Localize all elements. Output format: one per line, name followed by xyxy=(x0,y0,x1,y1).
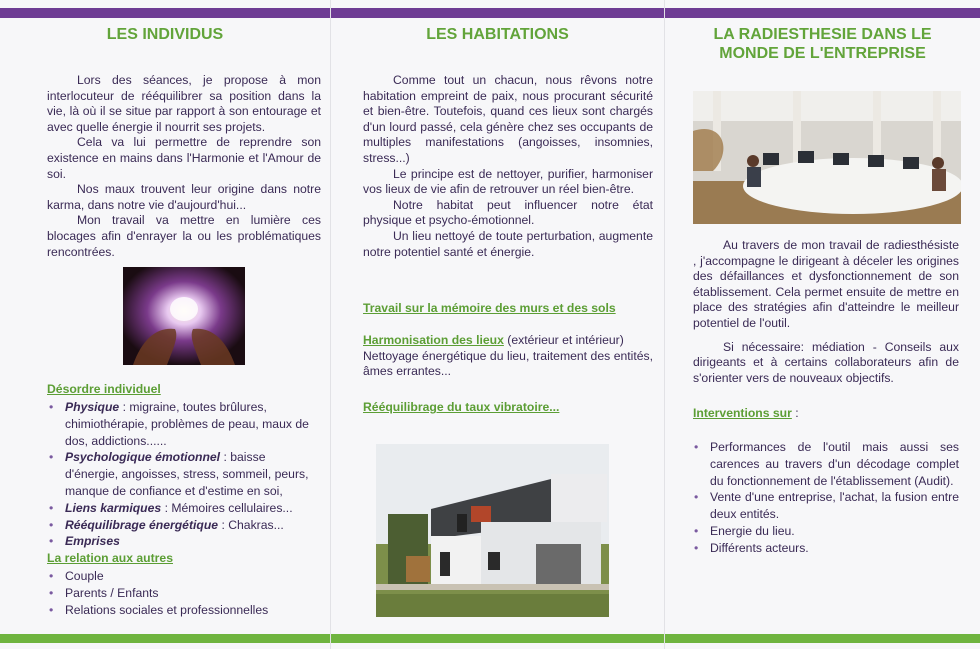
item-text: : migraine, toutes brûlures, chimiothérapie, problèmes de peau, maux de dos, addictions...... xyxy=(65,400,309,448)
title-line-1: LA RADIESTHESIE DANS LE xyxy=(713,26,932,43)
interventions-suffix: : xyxy=(791,406,799,420)
harmonisation-text: Nettoyage énergétique du lieu, traitement des entités, âmes errantes... xyxy=(363,348,653,379)
list-item xyxy=(48,533,320,550)
office-illustration xyxy=(693,91,961,224)
item-term: Rééquilibrage énergétique xyxy=(65,517,219,532)
paragraph: Le principe est de nettoyer, purifier, harmoniser vos lieux de vie afin de retrouver un réel bien-être. xyxy=(363,166,653,197)
house-illustration xyxy=(376,444,609,617)
glowing-hands-photo xyxy=(123,267,245,365)
modern-house-photo xyxy=(376,444,609,617)
intro-text xyxy=(363,73,653,260)
item-text: : baisse d'énergie, angoisses, stress, sommeil, peurs, manque de confiance et d'estime en soi, xyxy=(65,450,309,498)
interventions-heading: Interventions sur xyxy=(693,406,792,420)
panel-title: LES HABITATIONS xyxy=(426,26,569,43)
list-item: • Parents / Enfants xyxy=(48,585,320,602)
harmonisation-block xyxy=(363,333,653,380)
paragraph: Au travers de mon travail de radiesthésiste , j'accompagne le dirigeant à déceler les origines des défaillances et dysfonctionnement de son établissement. Cela permet ensuite de mettre en place des stratégies afin d'atteindre le meilleur potentiel de l'outil. xyxy=(693,238,959,330)
relation-list xyxy=(48,568,320,618)
top-purple-band xyxy=(0,8,980,18)
item-text: : Chakras... xyxy=(218,517,284,532)
paragraph: Mon travail va mettre en lumière ces blocages afin d'enrayer la ou les problématiques rencontrées. xyxy=(47,213,321,259)
panel-entreprise xyxy=(665,18,980,634)
paragraph: Cela va lui permettre de reprendre son existence en mains dans l'Harmonie et l'Amour de soi. xyxy=(47,135,321,181)
harmonisation-suffix: (extérieur et intérieur) xyxy=(503,333,624,347)
panel-title xyxy=(665,25,980,63)
desordre-heading: Désordre individuel xyxy=(47,382,161,396)
list-item: • Vente d'une entreprise, l'achat, la fusion entre deux entités. xyxy=(693,489,959,523)
paragraph: Notre habitat peut influencer notre état physique et psycho-émotionnel. xyxy=(363,197,653,228)
list-item: • Différents acteurs. xyxy=(693,540,959,557)
paragraph: Lors des séances, je propose à mon interlocuteur de rééquilibrer sa position dans la vie, là où il se situe par rapport à son entourage et avec quelle énergie il nourrit ses projets. xyxy=(47,73,321,134)
memoire-heading: Travail sur la mémoire des murs et des sols xyxy=(363,301,616,315)
open-office-photo xyxy=(693,91,961,224)
bottom-green-band xyxy=(0,634,980,643)
list-item: • Relations sociales et professionnelles xyxy=(48,602,320,619)
item-term: Liens karmiques xyxy=(65,500,162,515)
panel-title: LES INDIVIDUS xyxy=(106,26,224,43)
paragraph: Nos maux trouvent leur origine dans notre karma, dans notre vie d'aujourd'hui... xyxy=(47,182,321,212)
list-item xyxy=(48,517,320,534)
paragraph: Un lieu nettoyé de toute perturbation, augmente notre potentiel santé et énergie. xyxy=(363,228,653,259)
list-item xyxy=(48,449,320,499)
panel-habitations xyxy=(331,18,664,634)
title-line-2: MONDE DE L'ENTREPRISE xyxy=(719,45,926,62)
intro-text xyxy=(47,73,321,260)
item-term: Psychologique émotionnel xyxy=(65,450,221,465)
vibratoire-heading: Rééquilibrage du taux vibratoire... xyxy=(363,400,560,414)
list-item: • Couple xyxy=(48,568,320,585)
intro-text xyxy=(693,238,959,386)
glowing-hands-illustration xyxy=(123,267,245,365)
paragraph: Si nécessaire: médiation - Conseils aux dirigeants et à certains collaborateurs afin de s'orienter vers de nouveaux objectifs. xyxy=(693,339,959,385)
harmonisation-heading: Harmonisation des lieux xyxy=(363,333,504,347)
list-item: • Performances de l'outil mais aussi ses carences au travers d'un décodage complet du fonctionnement de l'établissement (Audit). xyxy=(693,439,959,489)
panel-individus xyxy=(0,18,330,634)
list-item: • Energie du lieu. xyxy=(693,523,959,540)
item-text: : Mémoires cellulaires... xyxy=(161,500,293,515)
list-item xyxy=(48,500,320,517)
item-term: Emprises xyxy=(65,534,120,549)
item-term: Physique xyxy=(65,400,120,414)
interventions-list xyxy=(693,439,959,557)
desordre-list xyxy=(48,399,320,550)
relation-heading: La relation aux autres xyxy=(47,551,173,565)
paragraph: Comme tout un chacun, nous rêvons notre habitation empreint de paix, nous procurant sécurité et bien-être. Toutefois, quand ces lieux sont chargés d'un lourd passé, cela génère chez ses occupants de multiples manifestations (angoisses, insomnies, stress...) xyxy=(363,73,653,165)
interventions-header xyxy=(693,406,799,420)
list-item xyxy=(48,399,320,449)
